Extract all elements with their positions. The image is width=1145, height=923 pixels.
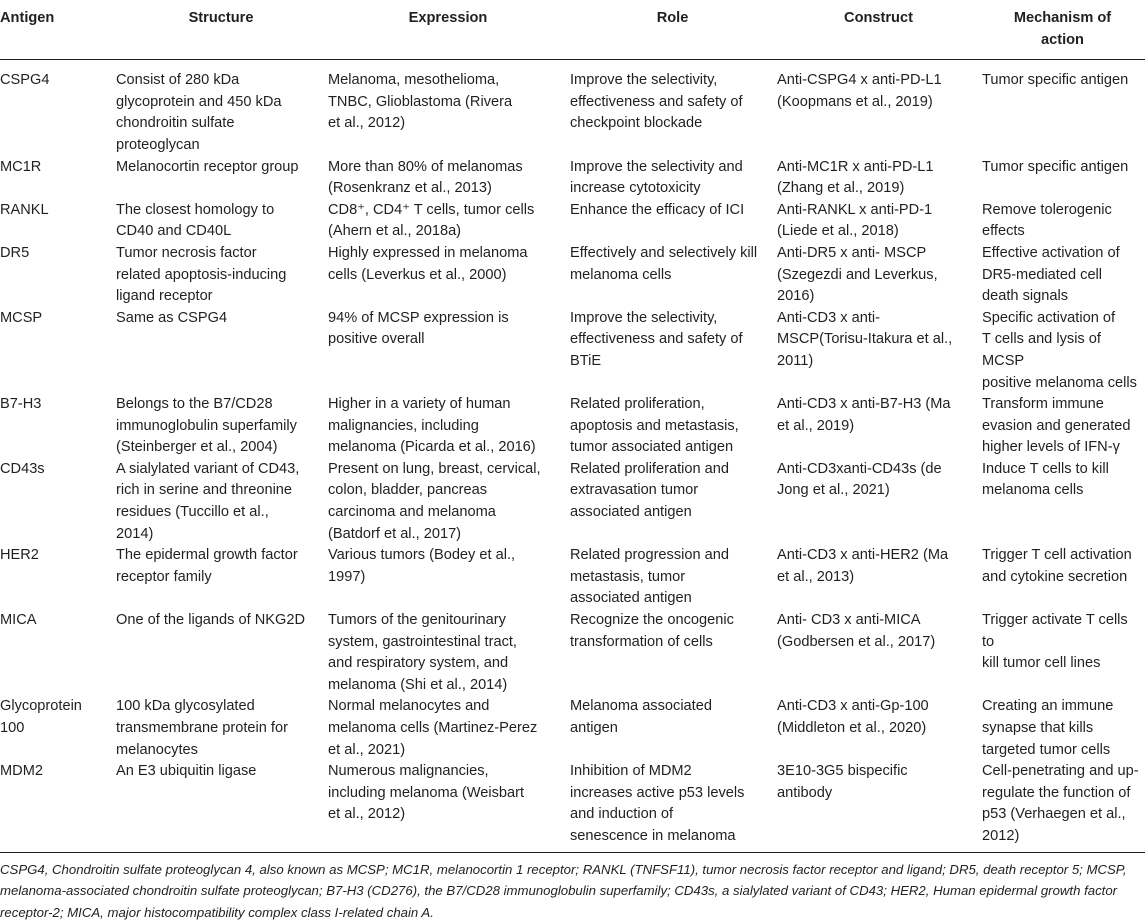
header-mechanism: Mechanism of action — [1013, 10, 1112, 48]
cell-construct: Anti-CD3xanti-CD43s (de Jong et al., 2021) — [777, 460, 942, 499]
cell-mechanism: Effective activation of DR5-mediated cell death signals — [982, 244, 1120, 305]
cell-antigen: DR5 — [0, 244, 30, 261]
table-row — [0, 243, 1145, 308]
cell-mechanism: Tumor specific antigen — [982, 158, 1129, 175]
table-row — [0, 761, 1145, 852]
table-row — [0, 308, 1145, 394]
table-row — [0, 157, 1145, 200]
cell-role: Related proliferation and extravasation tumor associated antigen — [570, 460, 730, 521]
cell-role: Related proliferation, apoptosis and metastasis, tumor associated antigen — [570, 396, 739, 456]
header-expression: Expression — [408, 10, 488, 26]
cell-mechanism: Specific activation of T cells and lysis of MCSP positive melanoma cells — [982, 309, 1137, 391]
cell-antigen: B7-H3 — [0, 396, 42, 413]
table-row — [0, 545, 1145, 610]
cell-structure: A sialylated variant of CD43, rich in serine and threonine residues (Tuccillo et al., 2014) — [116, 460, 300, 542]
cell-expression: Highly expressed in melanoma cells (Leverkus et al., 2000) — [328, 244, 528, 283]
cell-construct: Anti-CD3 x anti- MSCP(Torisu-Itakura et al., 2011) — [777, 309, 953, 369]
cell-expression: Melanoma, mesothelioma, TNBC, Glioblastoma (Rivera et al., 2012) — [328, 72, 513, 132]
cell-structure: An E3 ubiquitin ligase — [116, 763, 257, 780]
table-row — [0, 60, 1145, 157]
cell-mechanism: Cell-penetrating and up- regulate the function of p53 (Verhaegen et al., 2012) — [982, 763, 1139, 844]
cell-structure: Same as CSPG4 — [116, 309, 228, 326]
header-antigen: Antigen — [0, 10, 55, 26]
table-row — [0, 459, 1145, 545]
cell-construct: Anti-CSPG4 x anti-PD-L1 (Koopmans et al., 2019) — [777, 72, 942, 110]
table-row — [0, 200, 1145, 243]
cell-mechanism: Remove tolerogenic effects — [982, 201, 1112, 240]
cell-antigen: HER2 — [0, 547, 39, 564]
cell-construct: Anti-CD3 x anti-Gp-100 (Middleton et al., 2020) — [777, 698, 929, 736]
cell-construct: Anti-DR5 x anti- MSCP (Szegezdi and Leverkus, 2016) — [777, 244, 938, 305]
header-structure: Structure — [188, 10, 254, 26]
cell-construct: Anti-CD3 x anti-B7-H3 (Ma et al., 2019) — [777, 396, 951, 434]
header-construct: Construct — [844, 10, 913, 26]
cell-expression: 94% of MCSP expression is positive overall — [328, 309, 509, 348]
cell-structure: The closest homology to CD40 and CD40L — [116, 201, 275, 240]
cell-mechanism: Induce T cells to kill melanoma cells — [982, 460, 1109, 499]
cell-construct: Anti-RANKL x anti-PD-1 (Liede et al., 2018) — [777, 201, 933, 240]
cell-construct: 3E10-3G5 bispecific antibody — [777, 763, 908, 801]
cell-role: Effectively and selectively kill melanoma cells — [570, 244, 758, 283]
cell-antigen: MC1R — [0, 158, 42, 175]
cell-antigen: MICA — [0, 612, 37, 629]
cell-expression: Numerous malignancies, including melanoma (Weisbart et al., 2012) — [328, 763, 525, 823]
cell-structure: Tumor necrosis factor related apoptosis-inducing ligand receptor — [116, 244, 287, 305]
table-body — [0, 60, 1145, 852]
cell-structure: 100 kDa glycosylated transmembrane protein for melanocytes — [116, 698, 288, 758]
cell-expression: More than 80% of melanomas (Rosenkranz et al., 2013) — [328, 158, 523, 197]
cell-mechanism: Transform immune evasion and generated higher levels of IFN-γ — [982, 396, 1131, 456]
cell-role: Inhibition of MDM2 increases active p53 levels and induction of senescence in melanoma — [570, 763, 745, 844]
cell-mechanism: Creating an immune synapse that kills targeted tumor cells — [982, 698, 1114, 758]
cell-structure: Belongs to the B7/CD28 immunoglobulin superfamily (Steinberger et al., 2004) — [116, 396, 297, 456]
cell-mechanism: Tumor specific antigen — [982, 72, 1129, 89]
cell-role: Enhance the efficacy of ICI — [570, 201, 745, 218]
header-role: Role — [656, 10, 689, 26]
cell-antigen: RANKL — [0, 201, 49, 218]
cell-antigen: CD43s — [0, 460, 45, 477]
cell-expression: Normal melanocytes and melanoma cells (Martinez-Perez et al., 2021) — [328, 698, 538, 758]
cell-role: Improve the selectivity and increase cytotoxicity — [570, 158, 743, 197]
cell-structure: One of the ligands of NKG2D — [116, 612, 306, 629]
cell-expression: Various tumors (Bodey et al., 1997) — [328, 547, 516, 585]
cell-antigen: CSPG4 — [0, 72, 50, 89]
cell-role: Related progression and metastasis, tumor associated antigen — [570, 547, 730, 607]
cell-role: Melanoma associated antigen — [570, 698, 712, 736]
cell-expression: CD8⁺, CD4⁺ T cells, tumor cells (Ahern et al., 2018a) — [328, 201, 535, 240]
cell-antigen: MDM2 — [0, 763, 43, 780]
table-row — [0, 394, 1145, 459]
cell-expression: Present on lung, breast, cervical, colon, bladder, pancreas carcinoma and melanoma (Batdorf et al., 2017) — [328, 460, 541, 542]
cell-construct: Anti-MC1R x anti-PD-L1 (Zhang et al., 2019) — [777, 158, 934, 197]
cell-structure: Consist of 280 kDa glycoprotein and 450 kDa chondroitin sulfate proteoglycan — [116, 72, 282, 153]
cell-expression: Tumors of the genitourinary system, gastrointestinal tract, and respiratory system, and melanoma (Shi et al., 2014) — [328, 612, 517, 693]
cell-mechanism: Trigger activate T cells to kill tumor cell lines — [982, 612, 1128, 672]
table-row — [0, 696, 1145, 761]
cell-structure: Melanocortin receptor group — [116, 158, 299, 175]
cell-role: Recognize the oncogenic transformation of cells — [570, 612, 734, 650]
cell-role: Improve the selectivity, effectiveness and safety of checkpoint blockade — [570, 72, 743, 132]
cell-mechanism: Trigger T cell activation and cytokine secretion — [982, 547, 1132, 585]
cell-structure: The epidermal growth factor receptor family — [116, 547, 298, 585]
cell-construct: Anti-CD3 x anti-HER2 (Ma et al., 2013) — [777, 547, 949, 585]
cell-expression: Higher in a variety of human malignancies, including melanoma (Picarda et al., 2016) — [328, 396, 536, 456]
table-footnote: CSPG4, Chondroitin sulfate proteoglycan 4, also known as MCSP; MC1R, melanocortin 1 receptor; RANKL (TNFSF11), tumor necrosis factor receptor and ligand; DR5, death receptor 5; MCSP, melanoma-associated chondroitin sulfate proteoglycan; B7-H3 (CD276), the B7/CD28 immunoglobulin superfamily; CD43s, a sialylated variant of CD43; HER2, Human epidermal growth factor receptor-2; MICA, major histocompatibility complex class I-related chain A. — [0, 861, 1127, 920]
cell-antigen: Glycoprotein 100 — [0, 698, 82, 736]
cell-antigen: MCSP — [0, 309, 43, 326]
cell-role: Improve the selectivity, effectiveness and safety of BTiE — [570, 309, 743, 369]
table-header-row — [0, 0, 1145, 60]
table-row — [0, 610, 1145, 696]
cell-construct: Anti- CD3 x anti-MICA (Godbersen et al., 2017) — [777, 612, 936, 650]
